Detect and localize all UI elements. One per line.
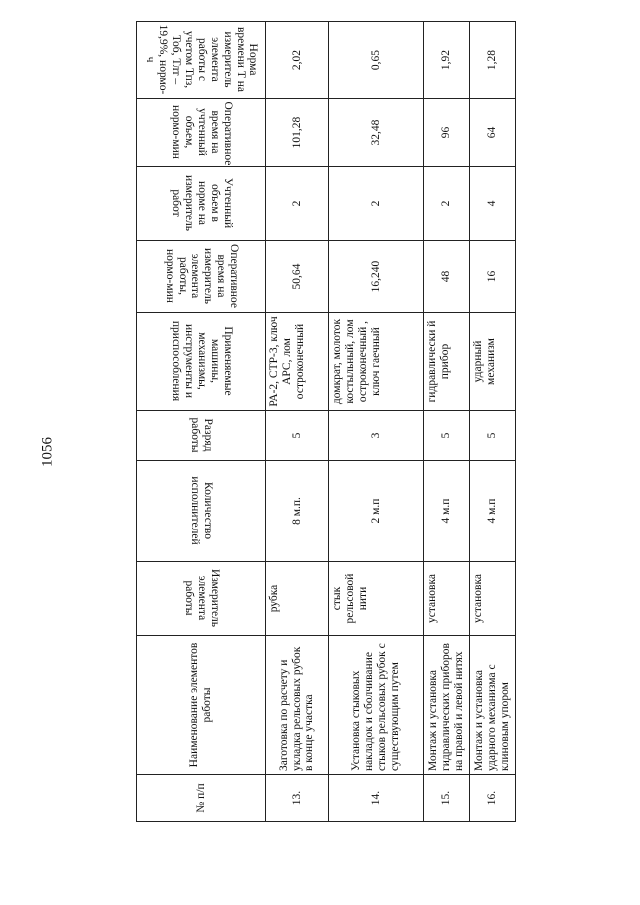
cell-operative-time-volume: 32,48 xyxy=(329,99,424,167)
cell-operative-time-volume: 64 xyxy=(470,99,516,167)
cell-tools: РА-2, СТР-3, ключ АРС, лом остроконечный xyxy=(266,313,329,411)
cell-unit: установка xyxy=(470,562,516,636)
cell-operative-time: 16 xyxy=(470,241,516,313)
cell-work-element: Монтаж и установка ударного механизма с клиновым упором xyxy=(470,636,516,775)
table-row xyxy=(424,22,470,822)
cell-time-norm: 1,92 xyxy=(424,22,470,99)
cell-grade: 5 xyxy=(266,411,329,461)
cell-time-norm: 1,28 xyxy=(470,22,516,99)
cell-workers: 8 м.п. xyxy=(266,461,329,562)
header-grade: Разряд работы xyxy=(137,411,266,461)
cell-operative-time-volume: 96 xyxy=(424,99,470,167)
cell-counted-volume: 4 xyxy=(470,167,516,241)
cell-grade: 5 xyxy=(470,411,516,461)
header-work-element: Наименование элементов работы xyxy=(137,636,266,775)
header-operative-time: Оперативное время на измеритель элемента работы, нормо-мин xyxy=(137,241,266,313)
cell-tools: гидравлически й прибор xyxy=(424,313,470,411)
header-tools: Применяемые машины, механизмы, инструменты и приспособления xyxy=(137,313,266,411)
cell-operative-time-volume: 101,28 xyxy=(266,99,329,167)
cell-workers: 2 м.п xyxy=(329,461,424,562)
cell-grade: 3 xyxy=(329,411,424,461)
cell-unit: рубка xyxy=(266,562,329,636)
cell-operative-time: 48 xyxy=(424,241,470,313)
cell-time-norm: 0,65 xyxy=(329,22,424,99)
cell-work-element: Заготовка по расчету и укладка рельсовых рубок в конце участка xyxy=(266,636,329,775)
header-operative-time-volume: Оперативное время на учтенный объем, нормо-мин xyxy=(137,99,266,167)
cell-work-element: Монтаж и установка гидравлических приборов на правой и левой нитях xyxy=(424,636,470,775)
work-norms-table xyxy=(136,21,516,822)
header-number: № п/п xyxy=(137,775,266,822)
cell-number: 14. xyxy=(329,775,424,822)
header-workers: Количество исполнителей xyxy=(137,461,266,562)
cell-work-element: Установка стыковых накладок и сболчивание стыков рельсовых рубок с существующим путем xyxy=(329,636,424,775)
page-number: 1056 xyxy=(39,437,56,467)
table-row xyxy=(266,22,329,822)
cell-counted-volume: 2 xyxy=(266,167,329,241)
cell-grade: 5 xyxy=(424,411,470,461)
cell-operative-time: 16,240 xyxy=(329,241,424,313)
header-time-norm: Норма времени Т на измеритель элемента работы с учетом Тпз, Тоб, Тлт – 19,9%, нормо-ч xyxy=(137,22,266,99)
header-unit: Измеритель элемента работы xyxy=(137,562,266,636)
cell-workers: 4 м.п xyxy=(470,461,516,562)
cell-time-norm: 2,02 xyxy=(266,22,329,99)
cell-number: 16. xyxy=(470,775,516,822)
table-header-row xyxy=(137,22,266,822)
cell-number: 13. xyxy=(266,775,329,822)
cell-unit: установка xyxy=(424,562,470,636)
cell-number: 15. xyxy=(424,775,470,822)
cell-counted-volume: 2 xyxy=(424,167,470,241)
cell-workers: 4 м.п xyxy=(424,461,470,562)
table-row xyxy=(329,22,424,822)
cell-operative-time: 50,64 xyxy=(266,241,329,313)
rotated-page xyxy=(136,25,511,822)
cell-tools: ударный механизм xyxy=(470,313,516,411)
header-counted-volume: Учтенный объем в норме на измеритель работ xyxy=(137,167,266,241)
cell-unit: стык рельсовой нити xyxy=(329,562,424,636)
cell-counted-volume: 2 xyxy=(329,167,424,241)
cell-tools: домкрат, молоток костыльный, лом остроконечный , ключ гаечный xyxy=(329,313,424,411)
table-row xyxy=(470,22,516,822)
